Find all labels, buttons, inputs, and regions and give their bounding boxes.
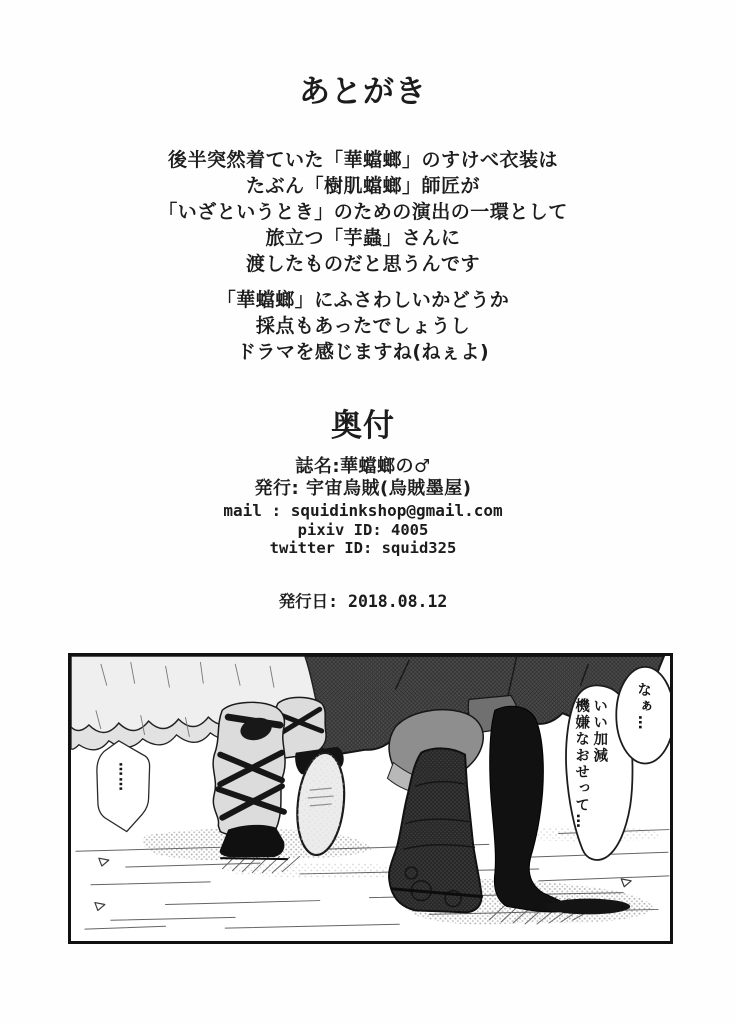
afterword-paragraph-1 <box>0 147 726 277</box>
bubble-text-silence: …… <box>115 762 132 792</box>
afterword-line: 「いざというとき」のための演出の一環として <box>158 201 568 223</box>
afterword-line: 「華蟷螂」にふさわしいかどうか <box>216 289 510 311</box>
afterword-line: 渡したものだと思うんです <box>245 253 480 275</box>
afterword-paragraph-2 <box>0 287 726 365</box>
afterword-line: 採点もあったでしょうし <box>255 315 471 337</box>
colophon-block <box>0 456 726 557</box>
afterword-line: 旅立つ「芋蟲」さんに <box>265 227 461 249</box>
colophon-publish-date: 発行日: 2018.08.12 <box>278 592 448 611</box>
bubble-text-kigen-line1: いい加減 <box>591 698 608 764</box>
afterword-line: 後半突然着ていた「華蟷螂」のすけべ衣装は <box>167 149 558 171</box>
colophon-twitter-id: twitter ID: squid325 <box>269 539 457 557</box>
afterword-title: あとがき <box>299 74 427 110</box>
colophon-pixiv-id: pixiv ID: 4005 <box>297 521 429 539</box>
bubble-text-kigen-line2: 機嫌なおせって… <box>573 698 590 830</box>
bubble-text-kigen <box>572 698 608 856</box>
colophon-mail: mail : squidinkshop@gmail.com <box>223 501 503 520</box>
bubble-text-naa: なぁ… <box>635 682 652 732</box>
manga-panel <box>68 653 673 944</box>
colophon-publisher: 発行: 宇宙烏賊(烏賊墨屋) <box>254 478 472 499</box>
back-boot-shadow <box>547 899 631 915</box>
colophon-title: 奥付 <box>331 408 395 444</box>
afterword-line: ドラマを感じますね(ねぇよ) <box>236 341 490 363</box>
afterword-line: たぶん「樹肌蟷螂」師匠が <box>245 175 480 197</box>
colophon-book-title: 誌名:華蟷螂の♂ <box>295 456 431 477</box>
